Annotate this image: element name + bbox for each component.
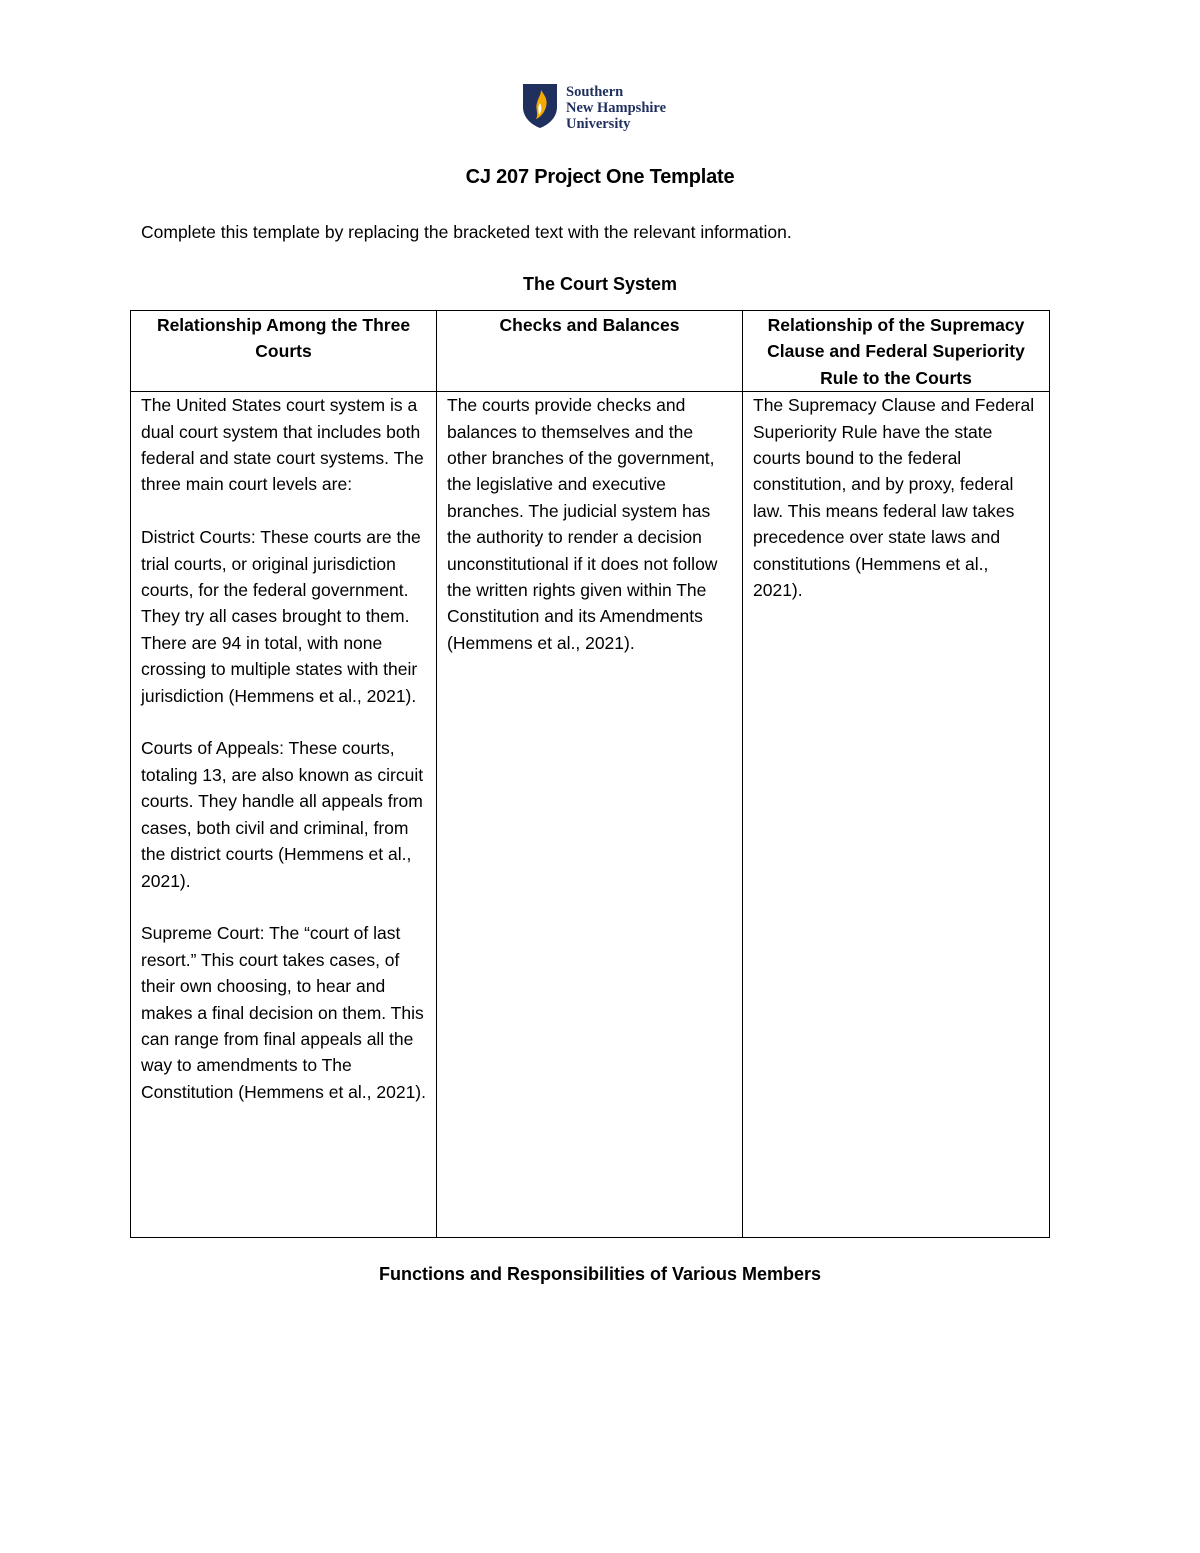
table-header-row bbox=[131, 311, 1050, 392]
supremacy-clause-paragraph: The Supremacy Clause and Federal Superiority Rule have the state courts bound to the federal constitution, and by proxy, federal law. This means federal law takes precedence over state laws and constitutions (Hemmens et al., 2021). bbox=[753, 395, 1035, 601]
logo-line-3: University bbox=[566, 116, 631, 132]
court-overview-paragraph: The United States court system is a dual court system that includes both federal and state court systems. The three main court levels are: bbox=[141, 395, 424, 495]
functions-heading: Functions and Responsibilities of Various Members bbox=[378, 1264, 822, 1284]
intro-text: Complete this template by replacing the bracketed text with the relevant information. bbox=[141, 222, 792, 242]
header-supremacy-clause: Relationship of the Supremacy Clause and Federal Superiority Rule to the Courts bbox=[743, 311, 1050, 392]
checks-and-balances-paragraph: The courts provide checks and balances to themselves and the other branches of the government, the legislative and executive branches. The judicial system has the authority to render a decision unconstitutional if it does not follow the written rights given within The Constitution and its Amendments (Hemmens et al., 2021). bbox=[447, 395, 718, 653]
header-relationship-among-courts: Relationship Among the Three Courts bbox=[131, 311, 437, 392]
logo-line-2: New Hampshire bbox=[566, 100, 667, 116]
page-title: CJ 207 Project One Template bbox=[465, 166, 735, 188]
logo-wordmark bbox=[566, 84, 666, 132]
cell-checks-and-balances bbox=[437, 392, 743, 1238]
cell-relationship-among-courts bbox=[131, 392, 437, 1238]
logo-line-1: Southern bbox=[566, 84, 624, 100]
cell-supremacy-clause bbox=[743, 392, 1050, 1238]
shield-flame-icon bbox=[522, 83, 558, 129]
supreme-court-paragraph: Supreme Court: The “court of last resort.” This court takes cases, of their own choosing, to hear and makes a final decision on them. This can range from final appeals all the way to amendments to The Constitution (Hemmens et al., 2021). bbox=[141, 923, 426, 1102]
header-checks-and-balances: Checks and Balances bbox=[437, 311, 743, 392]
court-system-table bbox=[130, 310, 1050, 1238]
courts-of-appeals-paragraph: Courts of Appeals: These courts, totaling 13, are also known as circuit courts. They handle all appeals from cases, both civil and criminal, from the district courts (Hemmens et al., 2021). bbox=[141, 738, 424, 891]
district-courts-paragraph: District Courts: These courts are the trial courts, or original jurisdiction courts, for the federal government. They try all cases brought to them. There are 94 in total, with none crossing to multiple states with their jurisdiction (Hemmens et al., 2021). bbox=[141, 527, 421, 706]
university-logo bbox=[522, 83, 666, 132]
court-system-heading: The Court System bbox=[522, 274, 678, 294]
table-row bbox=[131, 392, 1050, 1238]
